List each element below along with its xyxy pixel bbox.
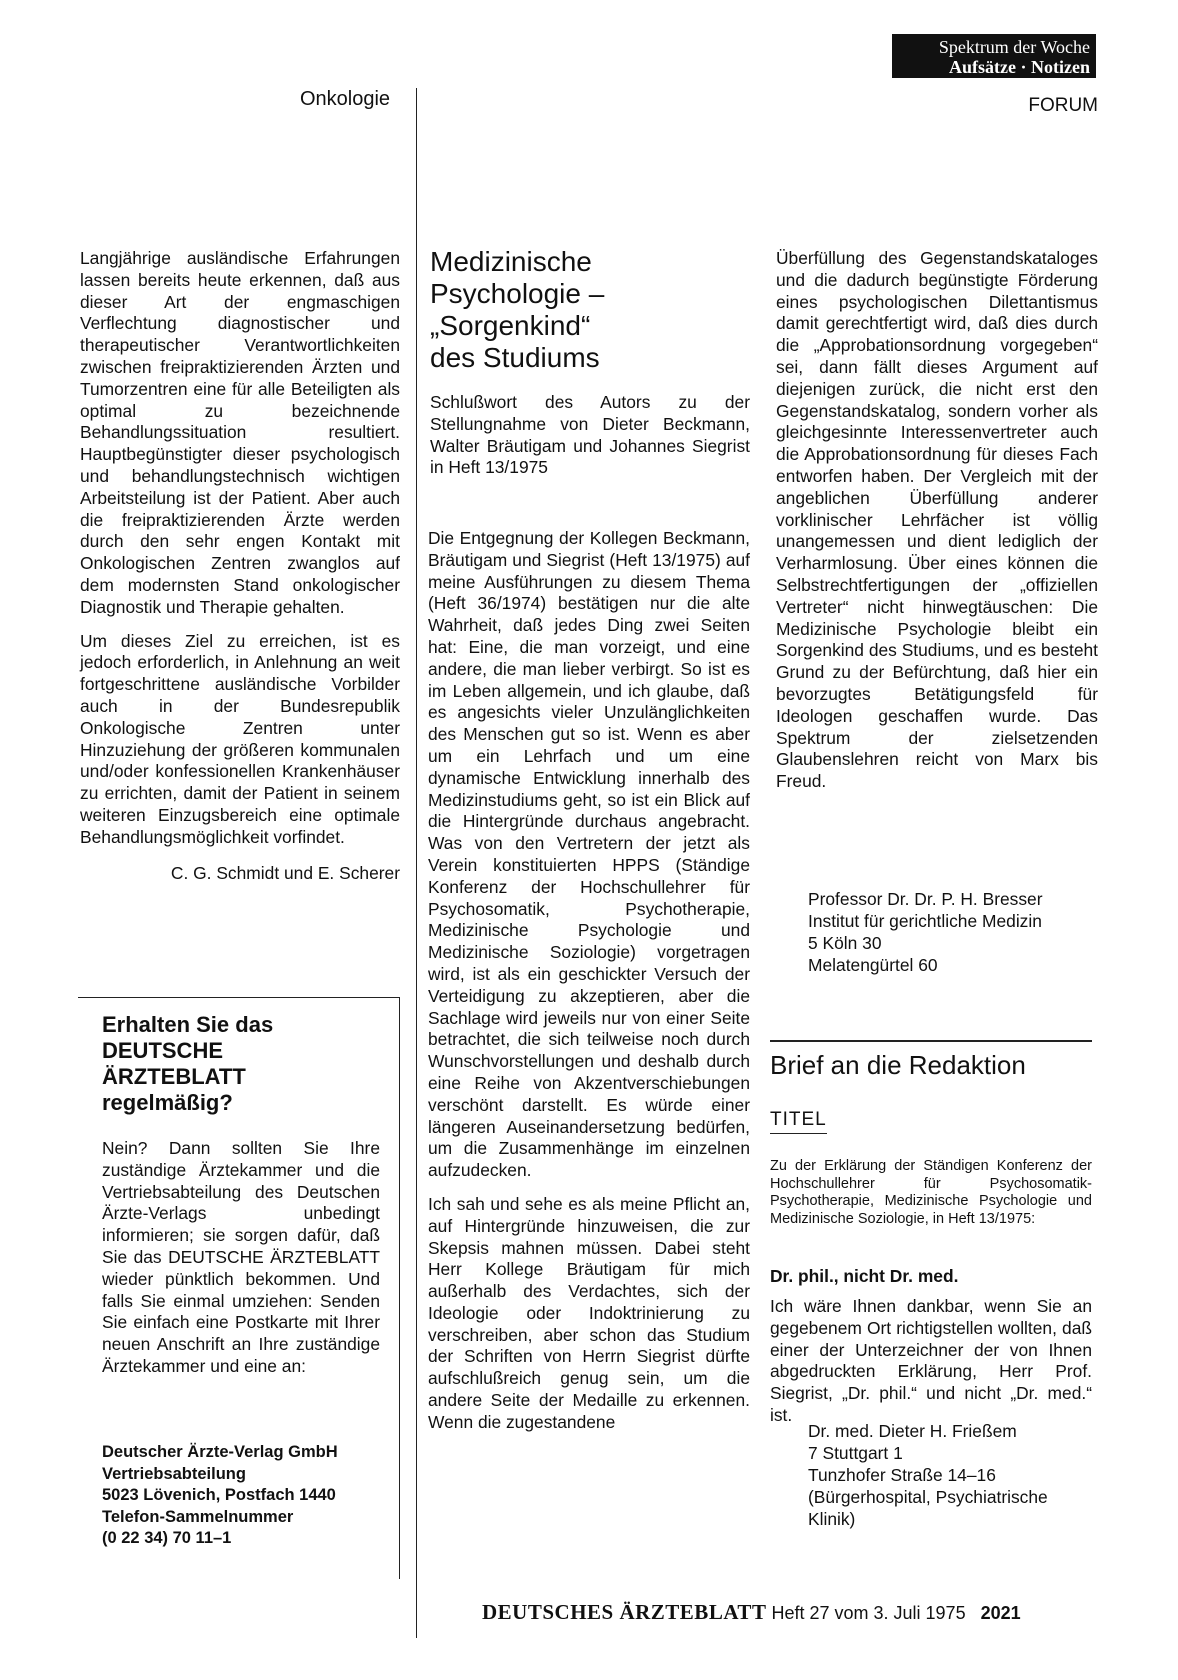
journal-name: DEUTSCHES ÄRZTEBLATT [482, 1600, 767, 1624]
letter-heading: Dr. phil., nicht Dr. med. [770, 1266, 959, 1286]
subscription-headline-line-1: Erhalten Sie das [102, 1012, 274, 1037]
letter-address-line-4: (Bürgerhospital, Psychiatrische [808, 1487, 1048, 1507]
letter-address-line-2: 7 Stuttgart 1 [808, 1443, 903, 1463]
page-number: 2021 [980, 1603, 1021, 1623]
subscription-headline [102, 1012, 392, 1116]
article-paragraph-2: Ich sah und sehe es als meine Pflicht an, auf Hintergründe hinzuweisen, die zur Skepsis mahnen müssen. Dabei steht Herr Kollege Bräutigam für mich außerhalb des Verdachtes, sich der Ideologie oder Indoktrinierung zu verschreiben, aber schon das Studium der Schriften von Herrn Siegrist dürfte aufschlußreich genug sein, um die andere Seite der Medaille zu erkennen. Wenn die zugestandene [428, 1193, 750, 1432]
article-paragraph-3: Überfüllung des Gegenstandskataloges und die dadurch begünstigte Förderung eines psychologischen Dilettantismus damit gerechtfertigt wird, daß dies durch die „Approbationsordnung vorgegeben“ sei, dann fällt dieses Argument auf diejenigen zurück, die nicht erst den Gegenstandskatalog, sondern vorher als gleichgesinnte Interessenvertreter auch die Approbationsordnung für dieses Fach entworfen haben. Der Vergleich mit der angeblichen Überfüllung anderer vorklinischer Lehrfächer ist völlig unangemessen und dient lediglich der Verharmlosung. Über eines können die Selbstrechtfertigungen der „offiziellen Vertreter“ nicht hinwegtäuschen: Die Medizinische Psychologie bleibt ein Sorgenkind des Studiums, und es besteht Grund zu der Befürchtung, daß hier ein bevorzugtes Betätigungsfeld für Ideologen geschaffen wurde. Das Spektrum der zielsetzenden Glaubenslehren reicht von Marx bis Freud. [776, 248, 1098, 792]
author-address-line-4: Melatengürtel 60 [808, 955, 938, 975]
letter-section-title: Brief an die Redaktion [770, 1050, 1026, 1080]
badge-line-1: Spektrum der Woche [938, 37, 1090, 57]
article-paragraph-1: Die Entgegnung der Kollegen Beckmann, Bräutigam und Siegrist (Heft 13/1975) auf meine Ausführungen zu diesem Thema (Heft 36/1974) bestätigen nur die alte Wahrheit, daß jedes Ding zwei Seiten hat: Eine, die man vorzeigt, und eine andere, die man lieber verbirgt. So ist es im Leben allgemein, und ich glaube, daß es angesichts vieler Unzulänglichkeiten des Menschen gut so ist. Wenn es aber um ein Lehrfach und um eine dynamische Entwicklung innerhalb des Medizinstudiums geht, so ist ein Blick auf die Hintergründe durchaus angebracht. Was von den Vertretern der jetzt als Verein konstituierten HPPS (Ständige Konferenz der Hochschullehrer für Psychosomatik, Psychotherapie, Medizinische Psychologie und Medizinische Soziologie) vorgetragen wird, ist als ein geschickter Versuch der Verteidigung zu akzeptieren, aber die Sachlage wird jeweils nur von einer Seite betrachtet, die sich teilweise noch durch Wunschvorstellungen und deshalb durch eine Reihe von Akzentverschiebungen verschönt darstellt. Es würde einer längeren Auseinandersetzung bedürfen, um die Zusammenhänge im einzelnen aufzudecken. [428, 528, 750, 1181]
subscription-headline-line-3: ÄRZTEBLATT [102, 1064, 246, 1089]
publisher-address [102, 1442, 392, 1550]
letter-topic-label: TITEL [770, 1109, 827, 1134]
article-title [430, 246, 750, 374]
letter-body: Ich wäre Ihnen dankbar, wenn Sie an gegebenem Ort richtigstellen wollten, daß einer der Unterzeichner der von Ihnen abgedruckten Erklärung, Herr Prof. Siegrist, „Dr. phil.“ und nicht „Dr. med.“ ist. [770, 1296, 1092, 1425]
letter-divider [770, 1040, 1092, 1042]
section-label-right: FORUM [1028, 95, 1098, 116]
letter-address-line-3: Tunzhofer Straße 14–16 [808, 1465, 996, 1485]
author-address-line-1: Professor Dr. Dr. P. H. Bresser [808, 889, 1043, 909]
oncology-paragraph-1: Langjährige ausländische Erfahrungen lassen bereits heute erkennen, daß aus dieser Art der engmaschigen Verflechtung diagnostischer und therapeutischer Verantwortlichkeiten zwischen freipraktizierenden Ärzten und Tumorzentren eine für alle Beteiligten als optimal zu bezeichnende Behandlungssituation resultiert. Hauptbegünstigter dieser psychologisch und behandlungstechnisch wichtigen Arbeitsteilung ist der Patient. Aber auch die freipraktizierenden Ärzte werden durch den sehr engen Kontakt mit Onkologischen Zentren zwanglos auf dem modernsten Stand onkologischer Diagnostik und Therapie gehalten. [80, 248, 400, 617]
publisher-address-line-5: (0 22 34) 70 11–1 [102, 1529, 232, 1547]
author-address [808, 888, 1043, 976]
article-title-line-3: „Sorgenkind“ [430, 310, 591, 341]
section-label-left: Onkologie [300, 88, 391, 110]
article-column-3 [776, 248, 1098, 805]
letter-address-line-5: Klinik) [808, 1509, 856, 1529]
oncology-article-column [80, 248, 400, 884]
publisher-address-line-2: Vertriebsabteilung [102, 1464, 246, 1483]
article-intro: Schlußwort des Autors zu der Stellungnahme von Dieter Beckmann, Walter Bräutigam und Johannes Siegrist in Heft 13/1975 [430, 392, 750, 478]
author-address-line-3: 5 Köln 30 [808, 933, 882, 953]
publisher-address-line-4: Telefon-Sammelnummer [102, 1507, 294, 1526]
subscription-headline-line-2: DEUTSCHE [102, 1038, 224, 1063]
column-divider [416, 88, 417, 1638]
oncology-paragraph-2: Um dieses Ziel zu erreichen, ist es jedoch erforderlich, in Anlehnung an weit fortgeschrittene ausländische Vorbilder auch in der Bundesrepublik Onkologische Zentren unter Hinzuziehung der größeren kommunalen und/oder konfessionellen Krankenhäuser zu errichten, damit der Patient in seinem weiteren Einzugsbereich eine optimale Behandlungsmöglichkeit vorfindet. [80, 630, 400, 847]
page-footer [482, 1600, 1021, 1625]
publisher-address-line-3: 5023 Lövenich, Postfach 1440 [102, 1486, 336, 1504]
article-title-line-4: des Studiums [430, 342, 600, 373]
badge-line-2: Aufsätze · Notizen [949, 57, 1090, 77]
article-column-2 [428, 528, 750, 1446]
letter-address-line-1: Dr. med. Dieter H. Frießem [808, 1421, 1017, 1441]
issue-info: Heft 27 vom 3. Juli 1975 [771, 1603, 966, 1623]
section-badge [892, 34, 1096, 78]
article-title-line-1: Medizinische [430, 246, 592, 277]
oncology-signature: C. G. Schmidt und E. Scherer [170, 862, 400, 883]
letter-author-address [808, 1420, 1048, 1530]
article-title-line-2: Psychologie – [430, 278, 605, 309]
author-address-line-2: Institut für gerichtliche Medizin [808, 911, 1042, 931]
publisher-address-line-1: Deutscher Ärzte-Verlag GmbH [102, 1443, 338, 1461]
subscription-body: Nein? Dann sollten Sie Ihre zuständige Ärztekammer und die Vertriebsabteilung des Deutschen Ärzte-Verlags unbedingt informieren; sie sorgen dafür, daß Sie das DEUTSCHE ÄRZTEBLATT wieder pünktlich bekommen. Und falls Sie einmal umziehen: Senden Sie einfach eine Postkarte mit Ihrer neuen Anschrift an Ihre zuständige Ärztekammer und eine an: [102, 1138, 380, 1376]
letter-intro: Zu der Erklärung der Ständigen Konferenz der Hochschullehrer für Psychosomatik-Psychotherapie, Medizinische Psychologie und Medizinische Soziologie, in Heft 13/1975: [770, 1158, 1092, 1227]
subscription-headline-line-4: regelmäßig? [102, 1090, 233, 1115]
